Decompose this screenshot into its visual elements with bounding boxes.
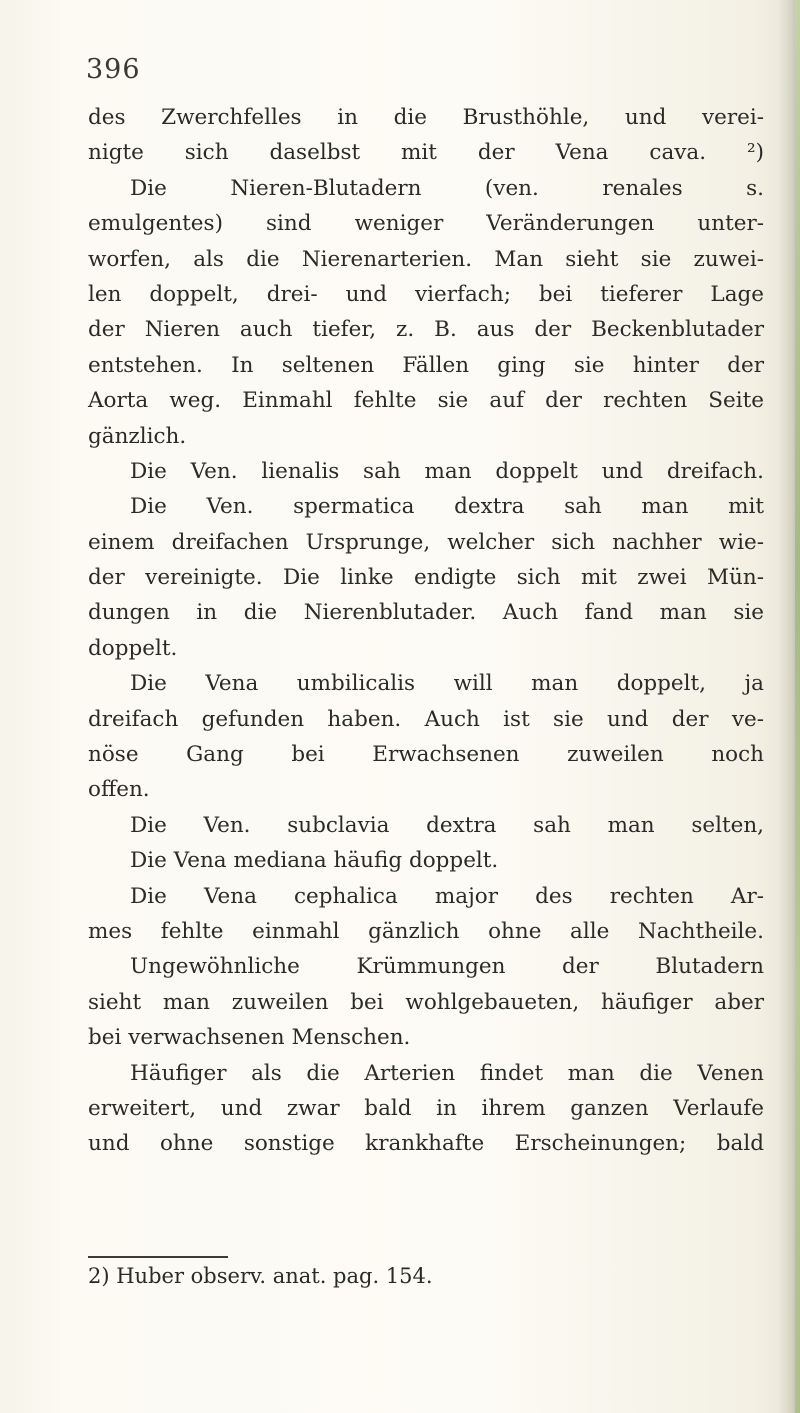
text-line: Häufiger als die Arterien findet man die Venen [130, 1060, 764, 1086]
text-line: nöse Gang bei Erwachsenen zuweilen noch [88, 742, 764, 768]
text-line: Aorta weg. Einmahl fehlte sie auf der rechten Seite [88, 388, 764, 414]
text-line: worfen, als die Nierenarterien. Man sieht sie zuwei- [88, 246, 764, 272]
text-line: Die Vena cephalica major des rechten Ar- [130, 883, 764, 909]
text-line: mes fehlte einmahl gänzlich ohne alle Nachtheile. [88, 918, 764, 944]
footnote: 2) Huber observ. anat. pag. 154. [88, 1264, 433, 1288]
text-line: len doppelt, drei- und vierfach; bei tieferer Lage [88, 281, 764, 307]
text-line: sieht man zuweilen bei wohlgebaueten, häufiger aber [88, 989, 764, 1015]
text-line: entstehen. In seltenen Fällen ging sie hinter der [88, 352, 764, 378]
text-line: Die Nieren-Blutadern (ven. renales s. [130, 175, 764, 201]
text-line: des Zwerchfelles in die Brusthöhle, und verei- [88, 105, 764, 130]
text-line: der vereinigte. Die linke endigte sich mit zwei Mün- [88, 565, 764, 591]
text-line: Die Vena mediana häufig doppelt. [130, 848, 499, 874]
footnote-rule [88, 1256, 228, 1258]
text-line: dungen in die Nierenblutader. Auch fand man sie [88, 600, 764, 626]
text-line: einem dreifachen Ursprunge, welcher sich nachher wie- [88, 529, 764, 555]
page-edge-binding [795, 0, 800, 1413]
text-line: der Nieren auch tiefer, z. B. aus der Beckenblutader [88, 317, 764, 343]
text-line: Die Ven. subclavia dextra sah man selten, [130, 812, 764, 838]
text-line: emulgentes) sind weniger Veränderungen unter- [88, 211, 764, 237]
text-line: und ohne sonstige krankhafte Erscheinungen; bald [88, 1131, 764, 1157]
text-line: bei verwachsenen Menschen. [88, 1025, 411, 1051]
text-line: doppelt. [88, 635, 178, 661]
body-text [88, 100, 764, 1162]
text-line: gänzlich. [88, 423, 187, 449]
text-line: erweitert, und zwar bald in ihrem ganzen Verlaufe [88, 1095, 764, 1121]
text-line: Ungewöhnliche Krümmungen der Blutadern [130, 954, 764, 980]
text-line: dreifach gefunden haben. Auch ist sie und der ve- [88, 706, 764, 732]
text-line: Die Ven. lienalis sah man doppelt und dreifach. [130, 458, 764, 484]
text-line: nigte sich daselbst mit der Vena cava. ²) [88, 140, 764, 166]
text-line: offen. [88, 777, 150, 803]
page-number: 396 [86, 54, 141, 85]
text-line: Die Vena umbilicalis will man doppelt, ja [130, 671, 764, 697]
text-line: Die Ven. spermatica dextra sah man mit [130, 494, 764, 520]
